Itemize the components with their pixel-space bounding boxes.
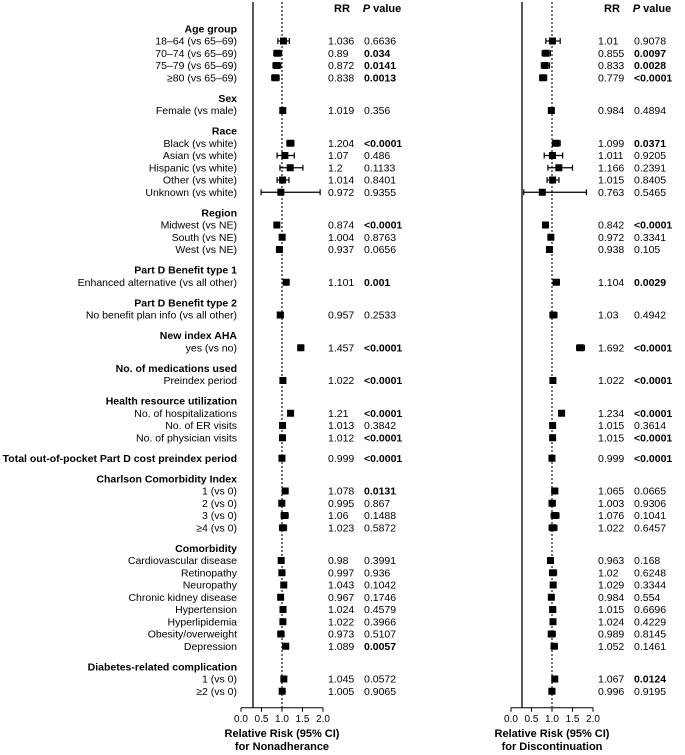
p-value: 0.0665 [634, 485, 667, 498]
group-header: Comorbidity [175, 542, 237, 555]
p-value: 0.9355 [364, 186, 397, 199]
p-value-column-header [633, 3, 672, 15]
rr-value: 0.937 [328, 244, 355, 256]
point-estimate [551, 643, 558, 650]
point-estimate [282, 643, 289, 650]
row-label: Hypertension [175, 604, 237, 616]
rr-value: 1.004 [328, 231, 355, 244]
group-header: No. of medications used [115, 362, 237, 375]
p-value: 0.1746 [364, 591, 397, 604]
point-estimate [278, 455, 285, 462]
row-label: ≥2 (vs 0) [196, 685, 237, 698]
row-label: Other (vs white) [162, 174, 237, 187]
point-estimate [287, 410, 294, 417]
row-label: No. of hospitalizations [134, 407, 237, 420]
p-value: <0.0001 [364, 219, 403, 232]
point-estimate [558, 410, 565, 417]
panel-1-tick-label: 0.5 [254, 713, 269, 725]
row-label: 18–64 (vs 65–69) [155, 35, 237, 48]
rr-value: 1.076 [598, 510, 625, 522]
point-estimate [280, 676, 287, 683]
rr-value: 1.003 [598, 497, 625, 510]
p-value: 0.1042 [364, 579, 397, 592]
rr-value: 1.06 [328, 510, 349, 522]
p-value: 0.9306 [634, 497, 667, 510]
row-label: Enhanced alternative (vs all other) [77, 276, 237, 289]
point-estimate [542, 62, 549, 69]
point-estimate [277, 189, 284, 196]
rr-value: 1.01 [598, 35, 619, 48]
p-value: 0.3614 [634, 420, 667, 432]
value-word: value [640, 3, 672, 15]
point-estimate [283, 279, 290, 286]
rr-value: 1.015 [598, 604, 625, 616]
row-label: 70–74 (vs 65–69) [155, 47, 237, 60]
point-estimate [549, 434, 556, 441]
p-value: 0.554 [634, 591, 661, 604]
row-label: Hispanic (vs white) [148, 162, 237, 175]
point-estimate [287, 140, 294, 147]
point-estimate [277, 631, 284, 638]
p-value: 0.5872 [364, 522, 397, 535]
rr-value: 1.005 [328, 685, 355, 698]
rr-value: 1.024 [328, 604, 355, 616]
rr-value: 0.997 [328, 567, 355, 580]
row-label: ≥4 (vs 0) [196, 522, 237, 535]
point-estimate [282, 488, 289, 495]
row-label: South (vs NE) [171, 231, 237, 244]
rr-value: 0.938 [598, 244, 625, 256]
point-estimate [276, 246, 283, 253]
point-estimate [280, 38, 287, 45]
p-value: 0.867 [364, 497, 391, 510]
p-value: <0.0001 [634, 407, 673, 420]
rr-value: 1.015 [598, 432, 625, 445]
rr-value: 1.052 [598, 640, 625, 653]
point-estimate [297, 344, 304, 351]
point-estimate [279, 422, 286, 429]
rr-value: 1.692 [598, 342, 625, 355]
p-value: <0.0001 [634, 342, 673, 355]
row-label: Depression [183, 640, 237, 653]
rr-value: 1.015 [598, 174, 625, 187]
row-label: 3 (vs 0) [201, 510, 237, 522]
row-label: 1 (vs 0) [201, 673, 237, 686]
row-label: Obesity/overweight [147, 628, 237, 641]
point-estimate [279, 618, 286, 625]
point-estimate [547, 557, 554, 564]
point-estimate [279, 524, 286, 531]
p-value: 0.0013 [364, 72, 397, 85]
p-value: 0.1461 [634, 640, 667, 653]
p-value: 0.0371 [634, 137, 667, 150]
p-value: 0.6248 [634, 567, 667, 580]
p-value: 0.0131 [364, 485, 397, 498]
point-estimate [549, 422, 556, 429]
rr-value: 0.996 [598, 685, 625, 698]
p-value: <0.0001 [364, 407, 403, 420]
p-value: 0.4942 [634, 309, 667, 322]
panel-1-tick-label: 2.0 [316, 713, 330, 725]
rr-value: 1.204 [328, 137, 355, 150]
point-estimate [542, 222, 549, 229]
p-value: 0.9195 [634, 685, 667, 698]
point-estimate [548, 455, 555, 462]
point-estimate [278, 557, 285, 564]
p-value: <0.0001 [634, 375, 673, 387]
p-value: 0.2391 [634, 162, 667, 175]
p-value-column-header [363, 3, 402, 15]
row-label: 1 (vs 0) [201, 485, 237, 498]
p-value: 0.0124 [634, 673, 667, 686]
group-header: Health resource utilization [105, 395, 237, 408]
row-label: Chronic kidney disease [128, 591, 237, 604]
p-value: 0.0028 [634, 60, 667, 72]
rr-value: 1.022 [598, 375, 625, 387]
point-estimate [549, 569, 556, 576]
rr-value: 0.999 [598, 452, 625, 465]
rr-value: 0.89 [328, 47, 349, 60]
point-estimate [548, 107, 555, 114]
point-estimate [273, 62, 280, 69]
panel-2-tick-label: 1.0 [545, 713, 559, 725]
point-estimate [277, 312, 284, 319]
point-estimate [550, 582, 557, 589]
p-value: 0.9065 [364, 685, 397, 698]
row-label: No benefit plan info (vs all other) [85, 309, 237, 322]
point-estimate [549, 38, 556, 45]
group-header: Age group [184, 23, 237, 36]
p-value: 0.0572 [364, 673, 397, 686]
row-label: 75–79 (vs 65–69) [155, 60, 237, 72]
panel-1-x-axis-label-line2: for Nonadherance [234, 740, 330, 753]
group-header: New index AHA [159, 330, 237, 342]
p-value: <0.0001 [634, 432, 673, 445]
rr-value: 0.963 [598, 555, 625, 567]
point-estimate [549, 500, 556, 507]
rr-value: 1.022 [598, 522, 625, 535]
p-value: 0.8405 [634, 174, 667, 187]
point-estimate [577, 344, 584, 351]
rr-value: 0.779 [598, 72, 625, 85]
rr-value: 0.995 [328, 497, 355, 510]
panel-2-x-axis-label-line2: for Discontinuation [501, 740, 603, 753]
row-label: Midwest (vs NE) [160, 219, 237, 232]
rr-value: 1.045 [328, 673, 355, 686]
p-value: 0.8763 [364, 231, 397, 244]
value-word: value [370, 3, 402, 15]
row-label: Black (vs white) [163, 137, 237, 150]
rr-value: 1.07 [328, 150, 349, 162]
row-label: yes (vs no) [185, 342, 237, 355]
rr-value: 1.457 [328, 342, 355, 355]
row-label: Cardiovascular disease [127, 555, 237, 567]
row-label: No. of physician visits [136, 432, 237, 445]
row-label: Female (vs male) [155, 105, 237, 117]
rr-value: 1.014 [328, 174, 355, 187]
p-value: 0.3991 [364, 555, 397, 567]
point-estimate [550, 312, 557, 319]
panel-1-x-axis-label: Relative Risk (95% CI) [224, 727, 340, 740]
rr-value: 1.089 [328, 640, 355, 653]
p-value: 0.0141 [364, 60, 397, 72]
group-header: Total out-of-pocket Part D cost preindex period [2, 452, 237, 465]
p-value: 0.1488 [364, 510, 397, 522]
group-header: Charlson Comorbidity Index [96, 473, 237, 486]
rr-value: 1.043 [328, 579, 355, 592]
group-header: Diabetes-related complication [87, 661, 237, 674]
p-value: 0.9205 [634, 150, 667, 162]
rr-value: 0.98 [328, 555, 349, 567]
point-estimate [272, 74, 279, 81]
point-estimate [549, 377, 556, 384]
row-label: Neuropathy [182, 579, 237, 592]
p-value: 0.4229 [634, 616, 667, 629]
p-value: 0.4579 [364, 604, 397, 616]
panel-2-x-axis-label: Relative Risk (95% CI) [494, 727, 610, 740]
rr-value: 1.104 [598, 276, 625, 289]
panel-2-tick-label: 1.5 [565, 713, 580, 725]
point-estimate [539, 189, 546, 196]
row-label: Preindex period [163, 375, 237, 387]
rr-value: 1.011 [598, 150, 624, 162]
point-estimate [553, 279, 560, 286]
p-value: 0.8401 [364, 174, 397, 187]
point-estimate [281, 152, 288, 159]
point-estimate [279, 606, 286, 613]
row-label: ≥80 (vs 65–69) [167, 72, 237, 85]
rr-value: 1.067 [598, 673, 625, 686]
rr-value: 1.03 [598, 309, 619, 322]
point-estimate [273, 222, 280, 229]
point-estimate [555, 164, 562, 171]
rr-value: 1.022 [328, 375, 355, 387]
p-value: 0.034 [364, 47, 391, 60]
p-value: <0.0001 [364, 375, 403, 387]
group-header: Part D Benefit type 1 [134, 264, 237, 277]
p-value: 0.3341 [634, 231, 667, 244]
panel-1-tick-label: 1.0 [275, 713, 289, 725]
p-value: 0.3842 [364, 420, 397, 432]
rr-value: 0.833 [598, 60, 625, 72]
p-value: <0.0001 [364, 342, 403, 355]
point-estimate [549, 177, 556, 184]
point-estimate [280, 582, 287, 589]
rr-value: 0.999 [328, 452, 355, 465]
p-value: 0.8145 [634, 628, 667, 641]
p-value: 0.0029 [634, 276, 667, 289]
point-estimate [274, 50, 281, 57]
p-value: <0.0001 [364, 432, 403, 445]
point-estimate [549, 618, 556, 625]
rr-value: 0.957 [328, 309, 355, 322]
rr-value: 1.2 [328, 162, 343, 175]
rr-value: 1.02 [598, 567, 619, 580]
point-estimate [552, 512, 559, 519]
point-estimate [279, 177, 286, 184]
p-value: <0.0001 [364, 137, 403, 150]
panel-2-tick-label: 0.5 [524, 713, 539, 725]
row-label: Retinopathy [180, 567, 237, 580]
p-value: 0.3966 [364, 616, 397, 629]
row-label: 2 (vs 0) [201, 497, 237, 510]
rr-value: 1.015 [598, 420, 625, 432]
rr-value: 1.019 [328, 105, 355, 117]
rr-value: 1.099 [598, 137, 625, 150]
p-value: 0.0057 [364, 640, 397, 653]
p-value: 0.486 [364, 150, 391, 162]
p-value: 0.001 [364, 276, 391, 289]
p-value: 0.936 [364, 567, 391, 580]
panel-2-tick-label: 2.0 [586, 713, 600, 725]
row-label: No. of ER visits [165, 420, 237, 432]
point-estimate [278, 500, 285, 507]
point-estimate [539, 74, 546, 81]
point-estimate [278, 569, 285, 576]
rr-value: 1.012 [328, 432, 355, 445]
rr-value: 1.036 [328, 35, 355, 48]
point-estimate [279, 234, 286, 241]
point-estimate [277, 594, 284, 601]
rr-value: 1.234 [598, 407, 625, 420]
row-label: Hyperlipidemia [167, 616, 237, 629]
rr-value: 1.101 [328, 276, 355, 289]
p-value: 0.5107 [364, 628, 397, 641]
point-estimate [281, 512, 288, 519]
p-value: 0.9078 [634, 35, 667, 48]
rr-value: 0.984 [598, 591, 625, 604]
p-value: 0.168 [634, 555, 661, 567]
point-estimate [547, 234, 554, 241]
point-estimate [548, 594, 555, 601]
rr-value: 1.024 [598, 616, 625, 629]
rr-value: 1.21 [328, 407, 349, 420]
p-value: 0.6636 [364, 35, 397, 48]
p-value: 0.356 [364, 105, 391, 117]
rr-value: 1.029 [598, 579, 625, 592]
p-value: 0.1133 [364, 162, 396, 175]
point-estimate [279, 377, 286, 384]
rr-value: 1.166 [598, 162, 625, 175]
p-value: 0.6696 [634, 604, 667, 616]
point-estimate [548, 688, 555, 695]
rr-value: 0.984 [598, 105, 625, 117]
p-value: <0.0001 [634, 72, 673, 85]
group-header: Part D Benefit type 2 [134, 297, 237, 310]
group-header: Sex [218, 92, 237, 105]
point-estimate [549, 606, 556, 613]
rr-value: 0.967 [328, 591, 355, 604]
rr-value: 0.855 [598, 47, 625, 60]
p-value: 0.4894 [634, 105, 667, 117]
rr-column-header: RR [334, 3, 350, 15]
rr-value: 1.078 [328, 485, 355, 498]
point-estimate [287, 164, 294, 171]
rr-value: 0.972 [328, 186, 355, 199]
p-value: <0.0001 [364, 452, 403, 465]
point-estimate [543, 50, 550, 57]
row-label: Unknown (vs white) [145, 186, 237, 199]
panel-2-tick-label: 0.0 [504, 713, 518, 725]
rr-value: 0.872 [328, 60, 355, 72]
rr-value: 1.023 [328, 522, 355, 535]
group-header: Race [211, 125, 237, 138]
rr-column-header: RR [604, 3, 620, 15]
p-value: 0.1041 [634, 510, 667, 522]
rr-value: 0.763 [598, 186, 625, 199]
point-estimate [549, 152, 556, 159]
p-value: 0.105 [634, 244, 661, 256]
p-value: 0.0097 [634, 47, 667, 60]
rr-value: 0.842 [598, 219, 625, 232]
p-value: 0.5465 [634, 186, 667, 199]
p-letter: P [362, 3, 371, 15]
rr-value: 1.065 [598, 485, 625, 498]
p-value: 0.3344 [634, 579, 667, 592]
panel-1-tick-label: 1.5 [295, 713, 310, 725]
p-value: <0.0001 [634, 452, 673, 465]
row-label: West (vs NE) [175, 244, 237, 256]
rr-value: 0.972 [598, 231, 625, 244]
p-letter: P [632, 3, 641, 15]
p-value: <0.0001 [634, 219, 673, 232]
point-estimate [551, 676, 558, 683]
p-value: 0.2533 [364, 309, 397, 322]
point-estimate [279, 107, 286, 114]
rr-value: 0.973 [328, 628, 355, 641]
point-estimate [279, 688, 286, 695]
rr-value: 0.874 [328, 219, 355, 232]
point-estimate [548, 631, 555, 638]
group-header: Region [201, 207, 237, 220]
rr-value: 1.022 [328, 616, 355, 629]
row-label: Asian (vs white) [162, 150, 237, 162]
rr-value: 1.013 [328, 420, 355, 432]
p-value: 0.0656 [364, 244, 397, 256]
point-estimate [549, 524, 556, 531]
point-estimate [546, 246, 553, 253]
point-estimate [553, 140, 560, 147]
rr-value: 0.838 [328, 72, 355, 85]
point-estimate [551, 488, 558, 495]
p-value: 0.6457 [634, 522, 667, 535]
rr-value: 0.989 [598, 628, 625, 641]
point-estimate [279, 434, 286, 441]
panel-1-tick-label: 0.0 [234, 713, 248, 725]
